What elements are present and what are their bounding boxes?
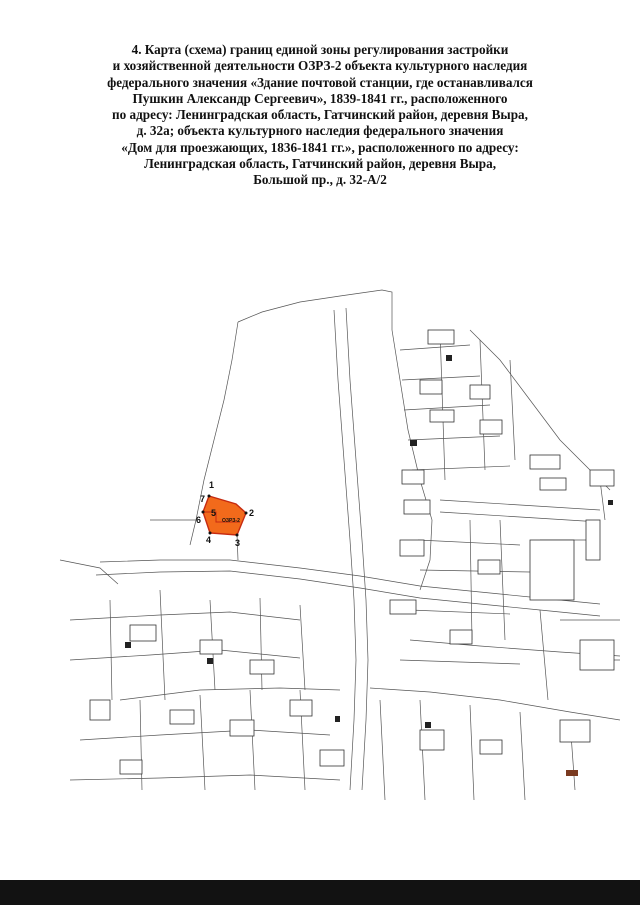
- building: [478, 560, 500, 574]
- brown-marker: [566, 770, 578, 776]
- point-label-3: 3: [235, 538, 241, 548]
- point-label-5: 5: [211, 508, 217, 518]
- vertex: [202, 511, 205, 514]
- building: [402, 470, 424, 484]
- marker: [410, 440, 417, 446]
- vertex: [236, 534, 239, 537]
- point-label-1: 1: [209, 480, 215, 490]
- scan-bottom-band: [0, 880, 640, 905]
- building: [420, 380, 442, 394]
- building: [480, 420, 502, 434]
- road: [346, 308, 368, 790]
- road: [440, 512, 600, 522]
- title-line: и хозяйственной деятельности ОЗРЗ-2 объекта культурного наследия: [112, 58, 528, 74]
- marker: [125, 642, 131, 648]
- building: [90, 700, 110, 720]
- building: [404, 500, 430, 514]
- building: [130, 625, 156, 641]
- building: [560, 720, 590, 742]
- title-line: Пушкин Александр Сергеевич», 1839-1841 гг., расположенного: [132, 90, 508, 106]
- marker: [608, 500, 613, 505]
- vertex: [245, 512, 248, 515]
- building: [530, 455, 560, 469]
- marker: [207, 658, 213, 664]
- road: [96, 571, 600, 616]
- road: [60, 560, 118, 584]
- building: [320, 750, 344, 766]
- title-line: «Дом для проезжающих, 1836-1841 гг.», расположенного по адресу:: [121, 139, 519, 155]
- road: [440, 500, 600, 510]
- building: [290, 700, 312, 716]
- lot-lines: [440, 330, 548, 700]
- building: [480, 740, 502, 754]
- vertex: [208, 495, 211, 498]
- building: [420, 730, 444, 750]
- title-line: Большой пр., д. 32-А/2: [253, 172, 387, 188]
- building: [586, 520, 600, 560]
- title-line: д. 32а; объекта культурного наследия федерального значения: [136, 123, 504, 139]
- point-label-6: 6: [196, 515, 202, 525]
- building: [250, 660, 274, 674]
- building: [400, 540, 424, 556]
- title-line: 4. Карта (схема) границ единой зоны регулирования застройки: [131, 42, 509, 57]
- building: [590, 470, 614, 486]
- road: [100, 560, 600, 604]
- building: [430, 410, 454, 422]
- building: [450, 630, 472, 644]
- marker: [446, 355, 452, 361]
- title-line: Ленинградская область, Гатчинский район, деревня Выра,: [143, 156, 497, 172]
- building: [530, 540, 574, 600]
- marker: [335, 716, 340, 722]
- building: [230, 720, 254, 736]
- zone-label: ОЗРЗ-2: [222, 518, 240, 524]
- building: [170, 710, 194, 724]
- building: [580, 640, 614, 670]
- building: [120, 760, 142, 774]
- point-label-4: 4: [206, 535, 212, 545]
- point-label-2: 2: [249, 508, 255, 518]
- lot-lines: [380, 700, 575, 800]
- marker: [425, 722, 431, 728]
- road: [370, 688, 620, 720]
- building: [470, 385, 490, 399]
- ozrz-zone-shape: [203, 496, 246, 535]
- point-label-7: 7: [200, 494, 206, 504]
- building: [428, 330, 454, 344]
- road: [120, 688, 340, 700]
- title-line: по адресу: Ленинградская область, Гатчинский район, деревня Выра,: [112, 107, 528, 123]
- building: [200, 640, 222, 654]
- title-line: федерального значения «Здание почтовой станции, где останавливался: [107, 74, 533, 90]
- buildings: [90, 330, 614, 774]
- building: [540, 478, 566, 490]
- building: [390, 600, 416, 614]
